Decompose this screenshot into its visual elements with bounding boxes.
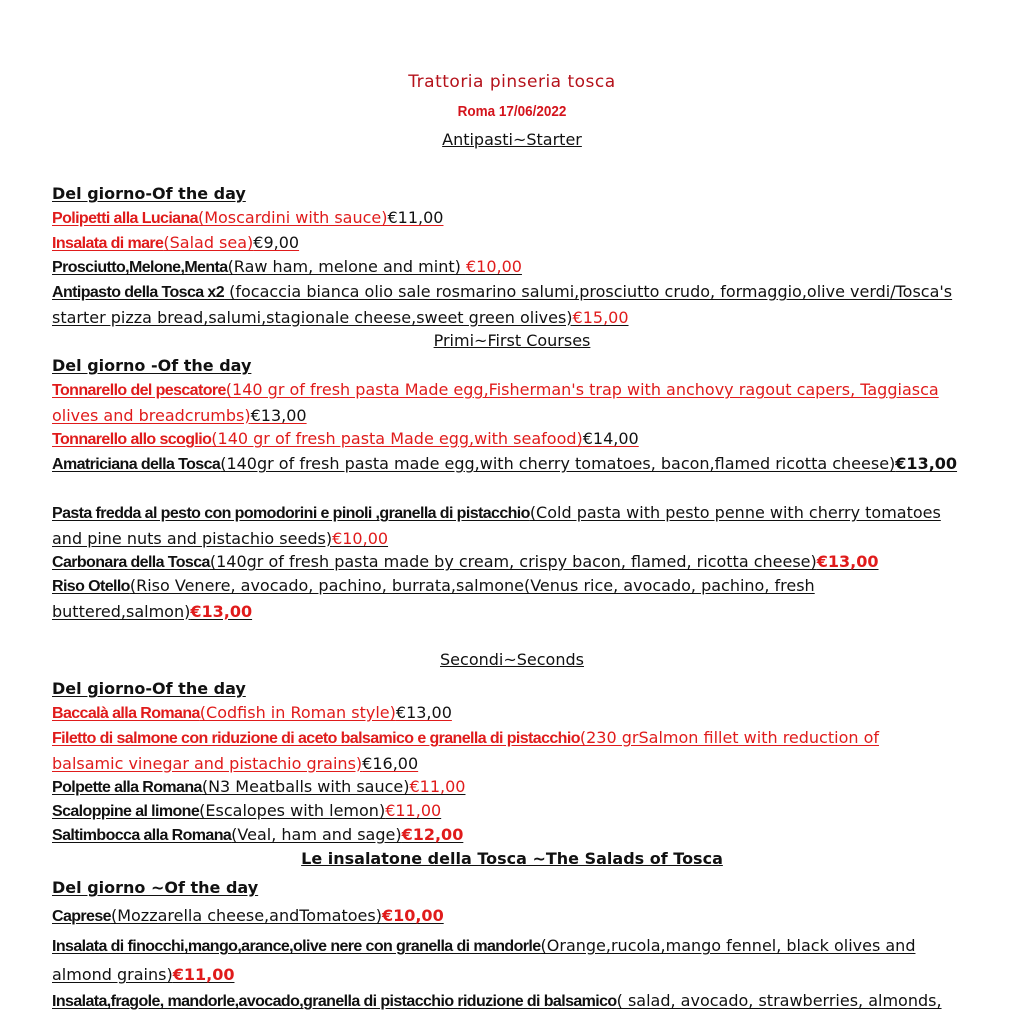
item-price: €16,00: [362, 753, 419, 773]
item-price: €13,00: [250, 405, 307, 425]
item-name: Filetto di salmone con riduzione di aceto balsamico e granella di pistacchio: [52, 730, 580, 747]
item-desc: (Orange,rucola,mango fennel, black olives and almond grains): [52, 936, 916, 984]
menu-item: [52, 550, 972, 576]
item-name: Tonnarello allo scoglio: [52, 431, 212, 448]
menu-item: [52, 823, 972, 849]
menu-item: [52, 280, 972, 330]
menu-item: [52, 799, 972, 825]
item-desc: ( salad, avocado, strawberries, almonds,: [616, 991, 942, 1010]
item-name: Insalata di mare: [52, 235, 164, 252]
item-price: €9,00: [253, 233, 300, 252]
item-price: €11,00: [385, 801, 442, 820]
menu-item: [52, 989, 972, 1015]
item-price: €10,00: [332, 528, 389, 548]
date-line: Roma 17/06/2022: [457, 103, 567, 120]
item-name: Caprese: [52, 908, 111, 925]
item-desc: (Cold pasta with pesto penne with cherry tomatoes and pine nuts and pistachio seeds): [52, 503, 941, 548]
item-name: Tonnarello del pescatore: [52, 382, 226, 399]
item-price: €10,00: [465, 257, 522, 276]
item-name: Pasta fredda al pesto con pomodorini e pinoli ,granella di pistacchio: [52, 505, 530, 522]
antipasti-subtitle: Del giorno-Of the day: [52, 184, 246, 203]
menu-item: [52, 501, 972, 551]
item-price: €13,00: [816, 552, 879, 571]
item-desc: (N3 Meatballs with sauce): [201, 777, 410, 796]
menu-item: [52, 452, 972, 478]
item-price: €11,00: [409, 777, 466, 796]
section-title-primi: Primi~First Courses: [433, 331, 591, 350]
section-title-salads: Le insalatone della Tosca ~The Salads of Tosca: [301, 849, 723, 868]
item-desc: (Riso Venere, avocado, pachino, burrata,salmone(Venus rice, avocado, pachino, fresh buttered,salmon): [52, 576, 815, 621]
item-desc: (Raw ham, melone and mint): [227, 257, 466, 276]
section-title-secondi: Secondi~Seconds: [440, 650, 584, 669]
item-name: Polipetti alla Luciana: [52, 210, 198, 227]
menu-item: [52, 427, 972, 453]
item-desc: (focaccia bianca olio sale rosmarino salumi,prosciutto crudo, formaggio,olive verdi/Tosca's starter pizza bread,salumi,stagionale cheese,sweet green olives): [52, 282, 953, 327]
item-name: Insalata di finocchi,mango,arance,olive nere con granella di mandorle: [52, 938, 541, 955]
menu-item: [52, 775, 972, 801]
item-desc: (140gr of fresh pasta made egg,with cherry tomatoes, bacon,flamed ricotta cheese): [220, 454, 896, 473]
item-desc: (140gr of fresh pasta made by cream, crispy bacon, flamed, ricotta cheese): [209, 552, 817, 571]
menu-item: [52, 231, 972, 257]
item-name: Antipasto della Tosca x2: [52, 284, 225, 301]
salads-subtitle: Del giorno ~Of the day: [52, 878, 259, 897]
item-desc: (Salad sea): [163, 233, 254, 252]
item-desc: (230 grSalmon fillet with reduction of balsamic vinegar and pistachio grains): [52, 728, 880, 773]
item-price: €11,00: [387, 208, 444, 227]
item-name: Baccalà alla Romana: [52, 705, 200, 722]
item-name: Saltimbocca alla Romana: [52, 827, 232, 844]
item-price: €13,00: [190, 601, 253, 621]
item-price: €11,00: [172, 965, 235, 984]
menu-item: [52, 255, 972, 281]
menu-item: [52, 726, 922, 776]
section-title-antipasti: Antipasti~Starter: [442, 130, 582, 149]
item-price: €15,00: [572, 307, 629, 327]
item-price: €13,00: [395, 703, 452, 722]
item-name: Amatriciana della Tosca: [52, 456, 221, 473]
menu-item: [52, 701, 972, 727]
item-name: Carbonara della Tosca: [52, 554, 210, 571]
menu-item: [52, 904, 972, 930]
item-price: €13,00: [895, 454, 958, 473]
secondi-subtitle: Del giorno-Of the day: [52, 679, 246, 698]
item-price: €10,00: [381, 906, 444, 925]
item-desc: (140 gr of fresh pasta Made egg,with seafood): [211, 429, 583, 448]
restaurant-name: Trattoria pinseria tosca: [408, 72, 616, 92]
primi-subtitle: Del giorno -Of the day: [52, 356, 252, 375]
item-name: Polpette alla Romana: [52, 779, 202, 796]
item-price: €14,00: [582, 429, 639, 448]
menu-item: [52, 378, 972, 428]
menu-item: [52, 932, 972, 989]
item-name: Prosciutto,Melone,Menta: [52, 259, 228, 276]
item-name: Scaloppine al limone: [52, 803, 200, 820]
item-desc: (Mozzarella cheese,andTomatoes): [110, 906, 382, 925]
item-desc: (Veal, ham and sage): [231, 825, 402, 844]
item-price: €12,00: [401, 825, 464, 844]
menu-item: [52, 206, 972, 232]
item-desc: (140 gr of fresh pasta Made egg,Fisherman's trap with anchovy ragout capers, Taggiasca olives and breadcrumbs): [52, 380, 939, 425]
item-name: Riso Otello: [52, 578, 130, 595]
item-name: Insalata,fragole, mandorle,avocado,granella di pistacchio riduzione di balsamico: [52, 993, 617, 1010]
item-desc: (Moscardini with sauce): [197, 208, 388, 227]
menu-item: [52, 574, 832, 624]
item-desc: (Codfish in Roman style): [199, 703, 396, 722]
item-desc: (Escalopes with lemon): [199, 801, 386, 820]
